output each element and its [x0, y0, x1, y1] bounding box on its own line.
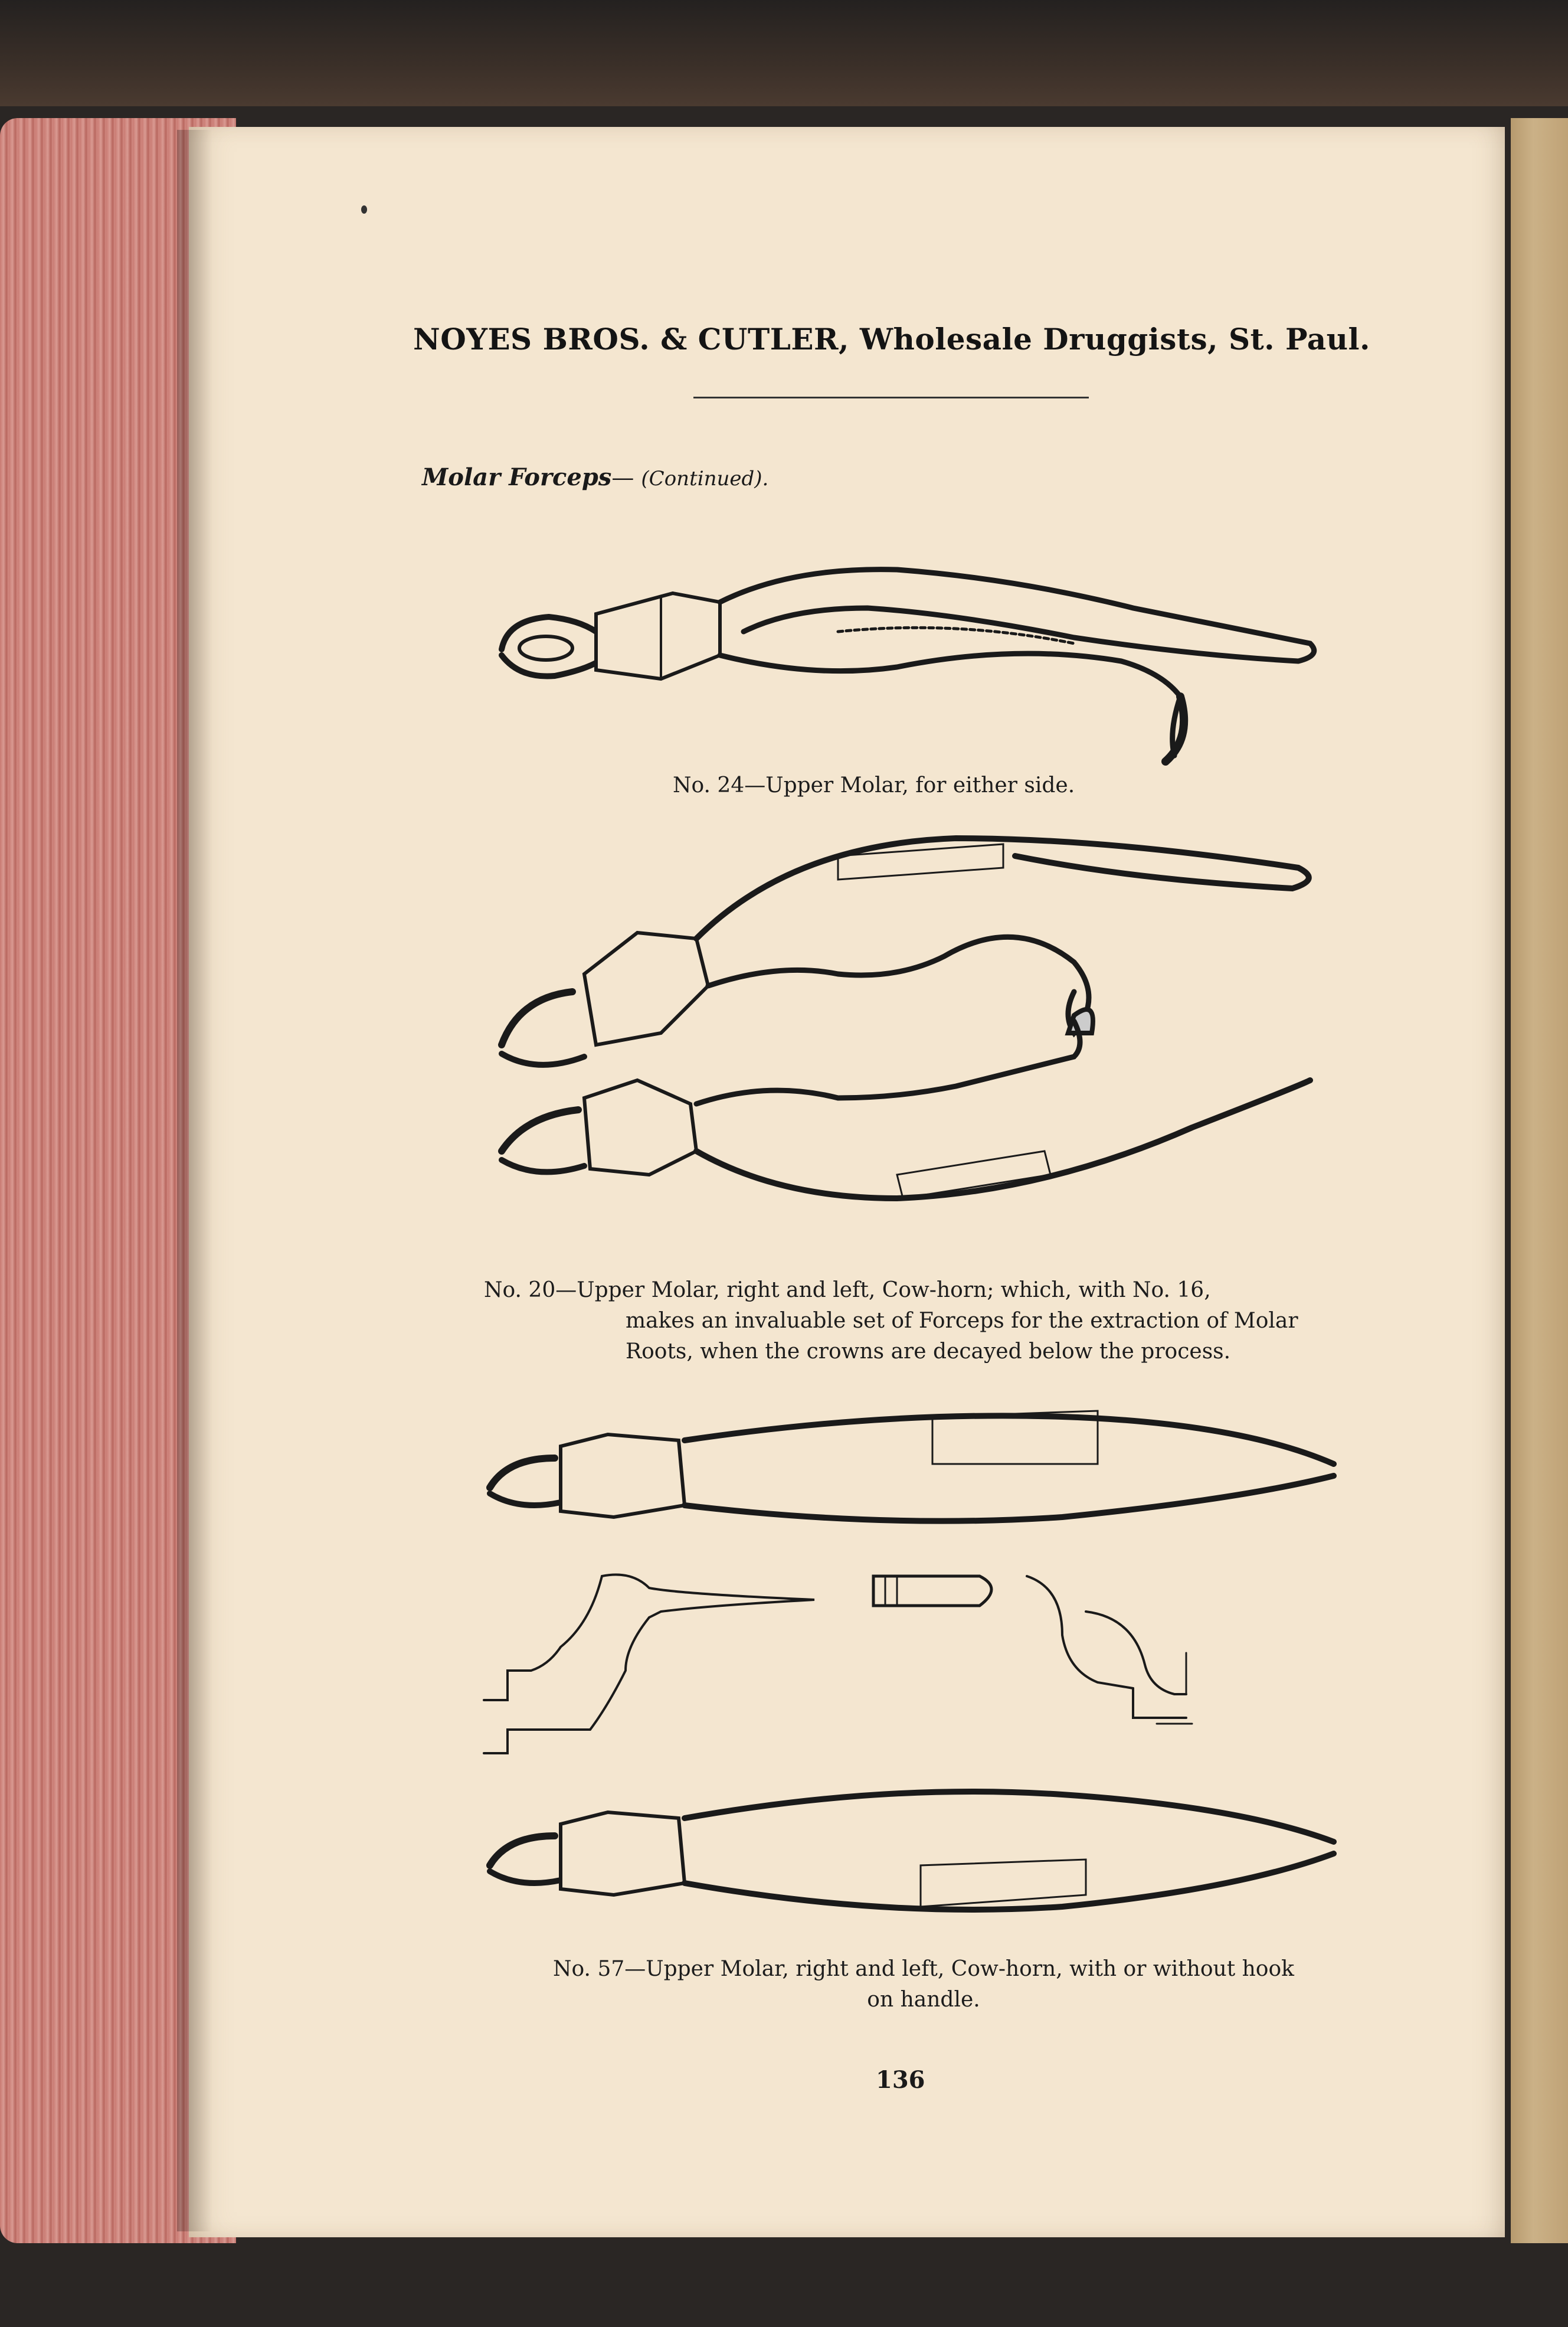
page-header: NOYES BROS. & CUTLER, Wholesale Druggists, St. Paul. [413, 322, 1370, 357]
ink-speck [361, 205, 367, 214]
gutter-shadow [177, 130, 212, 2231]
caption-no-20-line1: No. 20—Upper Molar, right and left, Cow-horn; which, with No. 16, [484, 1278, 1211, 1302]
forceps-no-20-illustration [484, 821, 1334, 1269]
header-rule [693, 397, 1089, 398]
section-title-dash: — [611, 465, 634, 491]
forceps-no-57-illustration [472, 1399, 1357, 1919]
section-title-main: Molar Forceps [422, 463, 612, 491]
caption-no-20-line2: makes an invaluable set of Forceps for the extraction of Molar Roots, when the crowns are decayed below the process. [626, 1309, 1298, 1364]
caption-no-57-line2: on handle. [867, 1988, 980, 2012]
section-title-continued: (Continued). [641, 467, 769, 491]
facing-page-edge [1511, 118, 1568, 2243]
book-cover-top [0, 0, 1568, 106]
caption-no-57 [487, 1954, 1360, 2015]
forceps-no-24-illustration [484, 543, 1334, 779]
caption-no-24: No. 24—Upper Molar, for either side. [673, 773, 1075, 798]
section-title [422, 463, 768, 491]
caption-no-20 [484, 1275, 1346, 1367]
caption-no-57-line1: No. 57—Upper Molar, right and left, Cow-horn, with or without hook [553, 1957, 1294, 1981]
page-number: 136 [876, 2066, 925, 2094]
